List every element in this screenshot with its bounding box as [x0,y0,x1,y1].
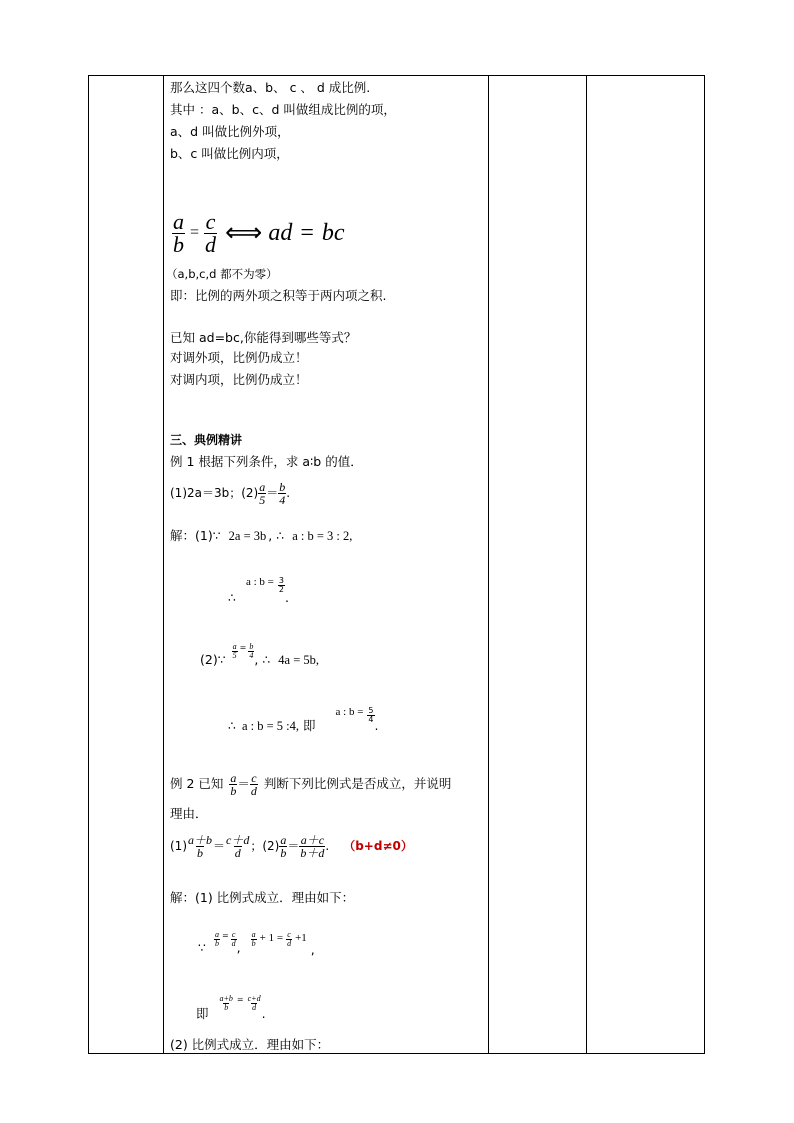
condition-note: （b+d≠0） [343,839,413,853]
example2-since-line: ∵ $\frac{a}{b}$ = $\frac{c}{d}$ , $\frac{a}{b}$ + 1 = $\frac{c}{d}$ +1 , [198,930,315,957]
definition-line-4: b、c 叫做比例内项， [170,146,289,161]
sol2-then: 即 [303,718,316,733]
sol2-prefix: (2)∵ [200,652,226,667]
section-heading: 三、典例精讲 [170,433,243,447]
nonzero-note: （a,b,c,d 都不为零） [166,267,278,281]
example2-title: 例 2 已知 $\frac{a}{b}$ ＝ $\frac{c}{d}$ 判断下列比例式是否成立，并说明 [170,770,452,798]
swap-inner-line: 对调内项，比例仍成立！ [170,372,308,387]
example2-title-suffix: 判断下列比例式是否成立，并说明 [263,776,452,791]
example1-title: 例 1 根据下列条件，求 a∶b 的值． [170,454,363,469]
example1-therefore-2: ∴ a : b = 5 :4, 即 a : b = $\frac{5}{4}$ . [228,706,379,733]
example2-conditions: (1) $\frac{a+b}{b}$ ＝ $\frac{c+d}{d}$ ；(2) $\frac{a}{b}$ ＝ $\frac{a+c}{b+d}$ . （b+d≠0） [170,832,413,860]
example1-solution2: (2)∵ $\frac{a}{5}$ = $\frac{b}{4}$ , ∴ 4a = 5b, [200,642,320,667]
column-divider-2 [488,76,489,1053]
column-divider-3 [586,76,587,1053]
solution1-prefix: 解：(1)∵ [170,528,221,543]
definition-line-3: a、d 叫做比例外项， [170,124,290,139]
sol2-ratio: a : b = 5 :4, [241,719,299,733]
example1-conditions: (1)2a＝3b；(2) $\frac{a}{5}$ ＝ $\frac{b}{4}$ . [170,479,291,507]
swap-outer-line: 对调外项，比例仍成立！ [170,350,308,365]
solution1-result: a : b = 3 : 2, [292,529,353,543]
example1-cond1: (1)2a＝3b；(2) [170,486,259,500]
solution1-frac-label: a : b = [245,576,274,588]
column-divider-1 [163,76,164,1053]
example2-title-prefix: 例 2 已知 [170,776,224,791]
example1-solution1: 解：(1)∵ 2a = 3b , ∴ a : b = 3 : 2, [170,528,353,543]
question-line: 已知 ad=bc,你能得到哪些等式？ [170,330,357,345]
definition-line-2: 其中 ：a、b、c、d 叫做组成比例的项， [170,102,396,117]
example2-then-line: 即 $\frac{a+b}{b}$ = $\frac{c+d}{d}$ . [196,994,266,1021]
definition-line-1: 那么这四个数a、b、 c 、 d 成比例. [170,80,371,95]
example2-then: 即 [196,1006,209,1021]
sol2-result: 4a = 5b, [278,653,320,667]
sol2-ratio2: a : b = [335,706,364,718]
example2-solution2-title: (2) 比例式成立．理由如下： [170,1037,330,1052]
example2-title-line2: 理由． [170,806,208,821]
product-rule: 即：比例的两外项之积等于两内项之积. [170,288,387,303]
example2-solution1-title: 解：(1) 比例式成立．理由如下： [170,890,355,905]
example1-therefore-1: ∴ a : b = $\frac{3}{2}$ . [228,576,289,605]
proportion-equivalence-formula: $\frac{a}{b}$ = $\frac{c}{d}$ ⟺ ad = bc [173,208,345,257]
solution1-eq: 2a = 3b [228,529,267,543]
